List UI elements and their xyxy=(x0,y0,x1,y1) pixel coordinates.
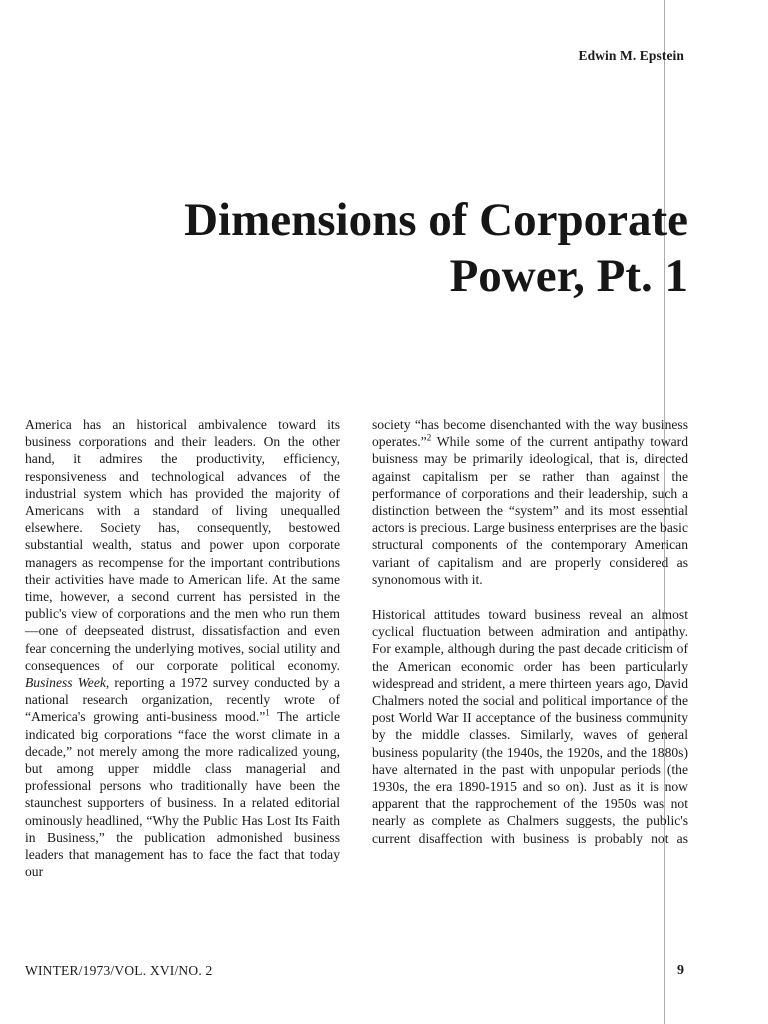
page-number: 9 xyxy=(677,963,684,978)
issue-info: WINTER/1973/VOL. XVI/NO. 2 xyxy=(25,963,213,978)
magazine-name: Business Week xyxy=(25,675,106,691)
right-column xyxy=(372,416,688,847)
paragraph-text: society “has become disenchanted with the way business operates.” xyxy=(372,417,688,450)
paragraph-text: , reporting a 1972 survey conducted by a national research organization, recently wrote of “America's growing anti-business mood.” xyxy=(25,675,340,725)
paragraph-text: While some of the current antipathy toward buisness may be primarily ideological, that is, directed against capitalism per se rather than against the performance of corporations and their leadership, such a distinction between the “system” and its most essential actors is precious. Large business enterprises are the basic structural components of the contemporary American variant of capitalism and are properly considered as synonomous with it. xyxy=(372,434,688,587)
paragraph-text: America has an historical ambivalence toward its business corporations and their leaders. On the other hand, it admires the productivity, efficiency, responsiveness and technological advances of the industrial system which has provided the majority of Americans with a standard of living unequalled elsewhere. Society has, consequently, bestowed substantial wealth, status and power upon corporate managers as recompense for the important contributions their activities have made to American life. At the same time, however, a second current has persisted in the public's view of corporations and the men who run them—one of deepseated distrust, dissatisfaction and even fear concerning the underlying motives, social utility and consequences of our corporate political economy. xyxy=(25,417,340,673)
paragraph xyxy=(372,416,688,588)
title-line-2: Power, Pt. 1 xyxy=(449,250,688,302)
paragraph: Historical attitudes toward business reveal an almost cyclical fluctuation between admiration and antipathy. For example, although during the past decade criticism of the American economic order has been particularly widespread and strident, a mere thirteen years ago, David Chalmers noted the social and political importance of the post World War II acceptance of the business community by the middle classes. Similarly, waves of general business popularity (the 1940s, the 1920s, and the 1880s) have alternated in the past with unpopular periods (the 1930s, the era 1890-1915 and so on). Just as it is now apparent that the rapprochement of the 1950s was not nearly as complete as Chalmers suggests, the public's current disaffection with business is probably not as xyxy=(372,607,688,846)
author-name: Edwin M. Epstein xyxy=(578,48,684,63)
title-line-1: Dimensions of Corporate xyxy=(184,194,688,246)
footnote-marker: 1 xyxy=(265,707,270,718)
article-title xyxy=(48,192,688,304)
paragraph-text: The article indicated big corporations “face the worst climate in a decade,” not merely among the more radicalized young, but among upper middle class managerial and professional persons who traditionally have been the staunchest supporters of business. In a related editorial ominously headlined, “Why the Public Has Lost Its Faith in Business,” the publication admonished business leaders that management has to face the fact that today our xyxy=(25,709,340,880)
paragraph xyxy=(25,416,340,880)
left-column xyxy=(25,416,340,880)
footnote-marker: 2 xyxy=(426,432,432,443)
